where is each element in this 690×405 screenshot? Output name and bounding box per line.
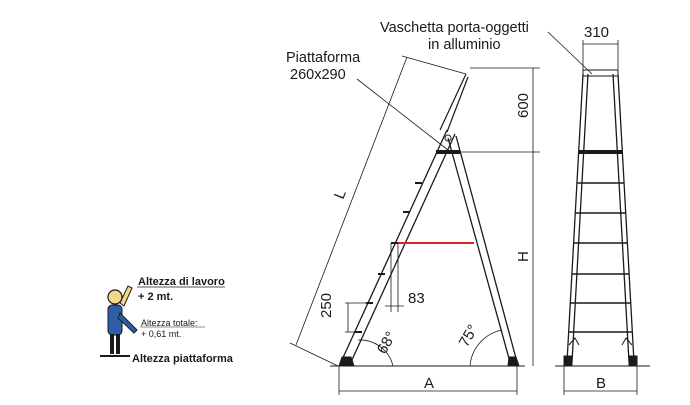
dim-250-text: 250 [318,292,335,318]
angle-75-text: 75° [455,321,482,350]
human-figure-icon [100,286,137,356]
altezza-totale-value: + 0,61 mt. [141,329,182,339]
dim-83-text: 83 [408,290,425,307]
vaschetta-label: Vaschetta porta-oggetti [380,20,529,36]
dim-H-text: H [515,251,532,262]
altezza-lavoro-label: Altezza di lavoro [138,276,225,288]
altezza-piattaforma-label: Altezza piattaforma [132,353,233,365]
dim-310-text: 310 [584,24,610,41]
dim-600-text: 600 [515,92,532,118]
dim-A-text: A [424,375,435,392]
piattaforma-label: Piattaforma [286,50,361,66]
vaschetta-material: in alluminio [428,37,501,53]
dimension-310 [583,40,618,70]
dim-B-text: B [596,375,607,392]
altezza-lavoro-value: + 2 mt. [138,291,174,303]
dim-L-text: L [330,187,350,202]
ladder-front-view [555,70,650,366]
altezza-totale-label: Altezza totale: [141,318,198,328]
angle-68-text: 68° [373,328,400,357]
dimension-L [290,56,466,366]
piattaforma-size: 260x290 [290,67,346,83]
ladder-side-view [330,74,525,366]
piattaforma-leader [357,79,448,150]
